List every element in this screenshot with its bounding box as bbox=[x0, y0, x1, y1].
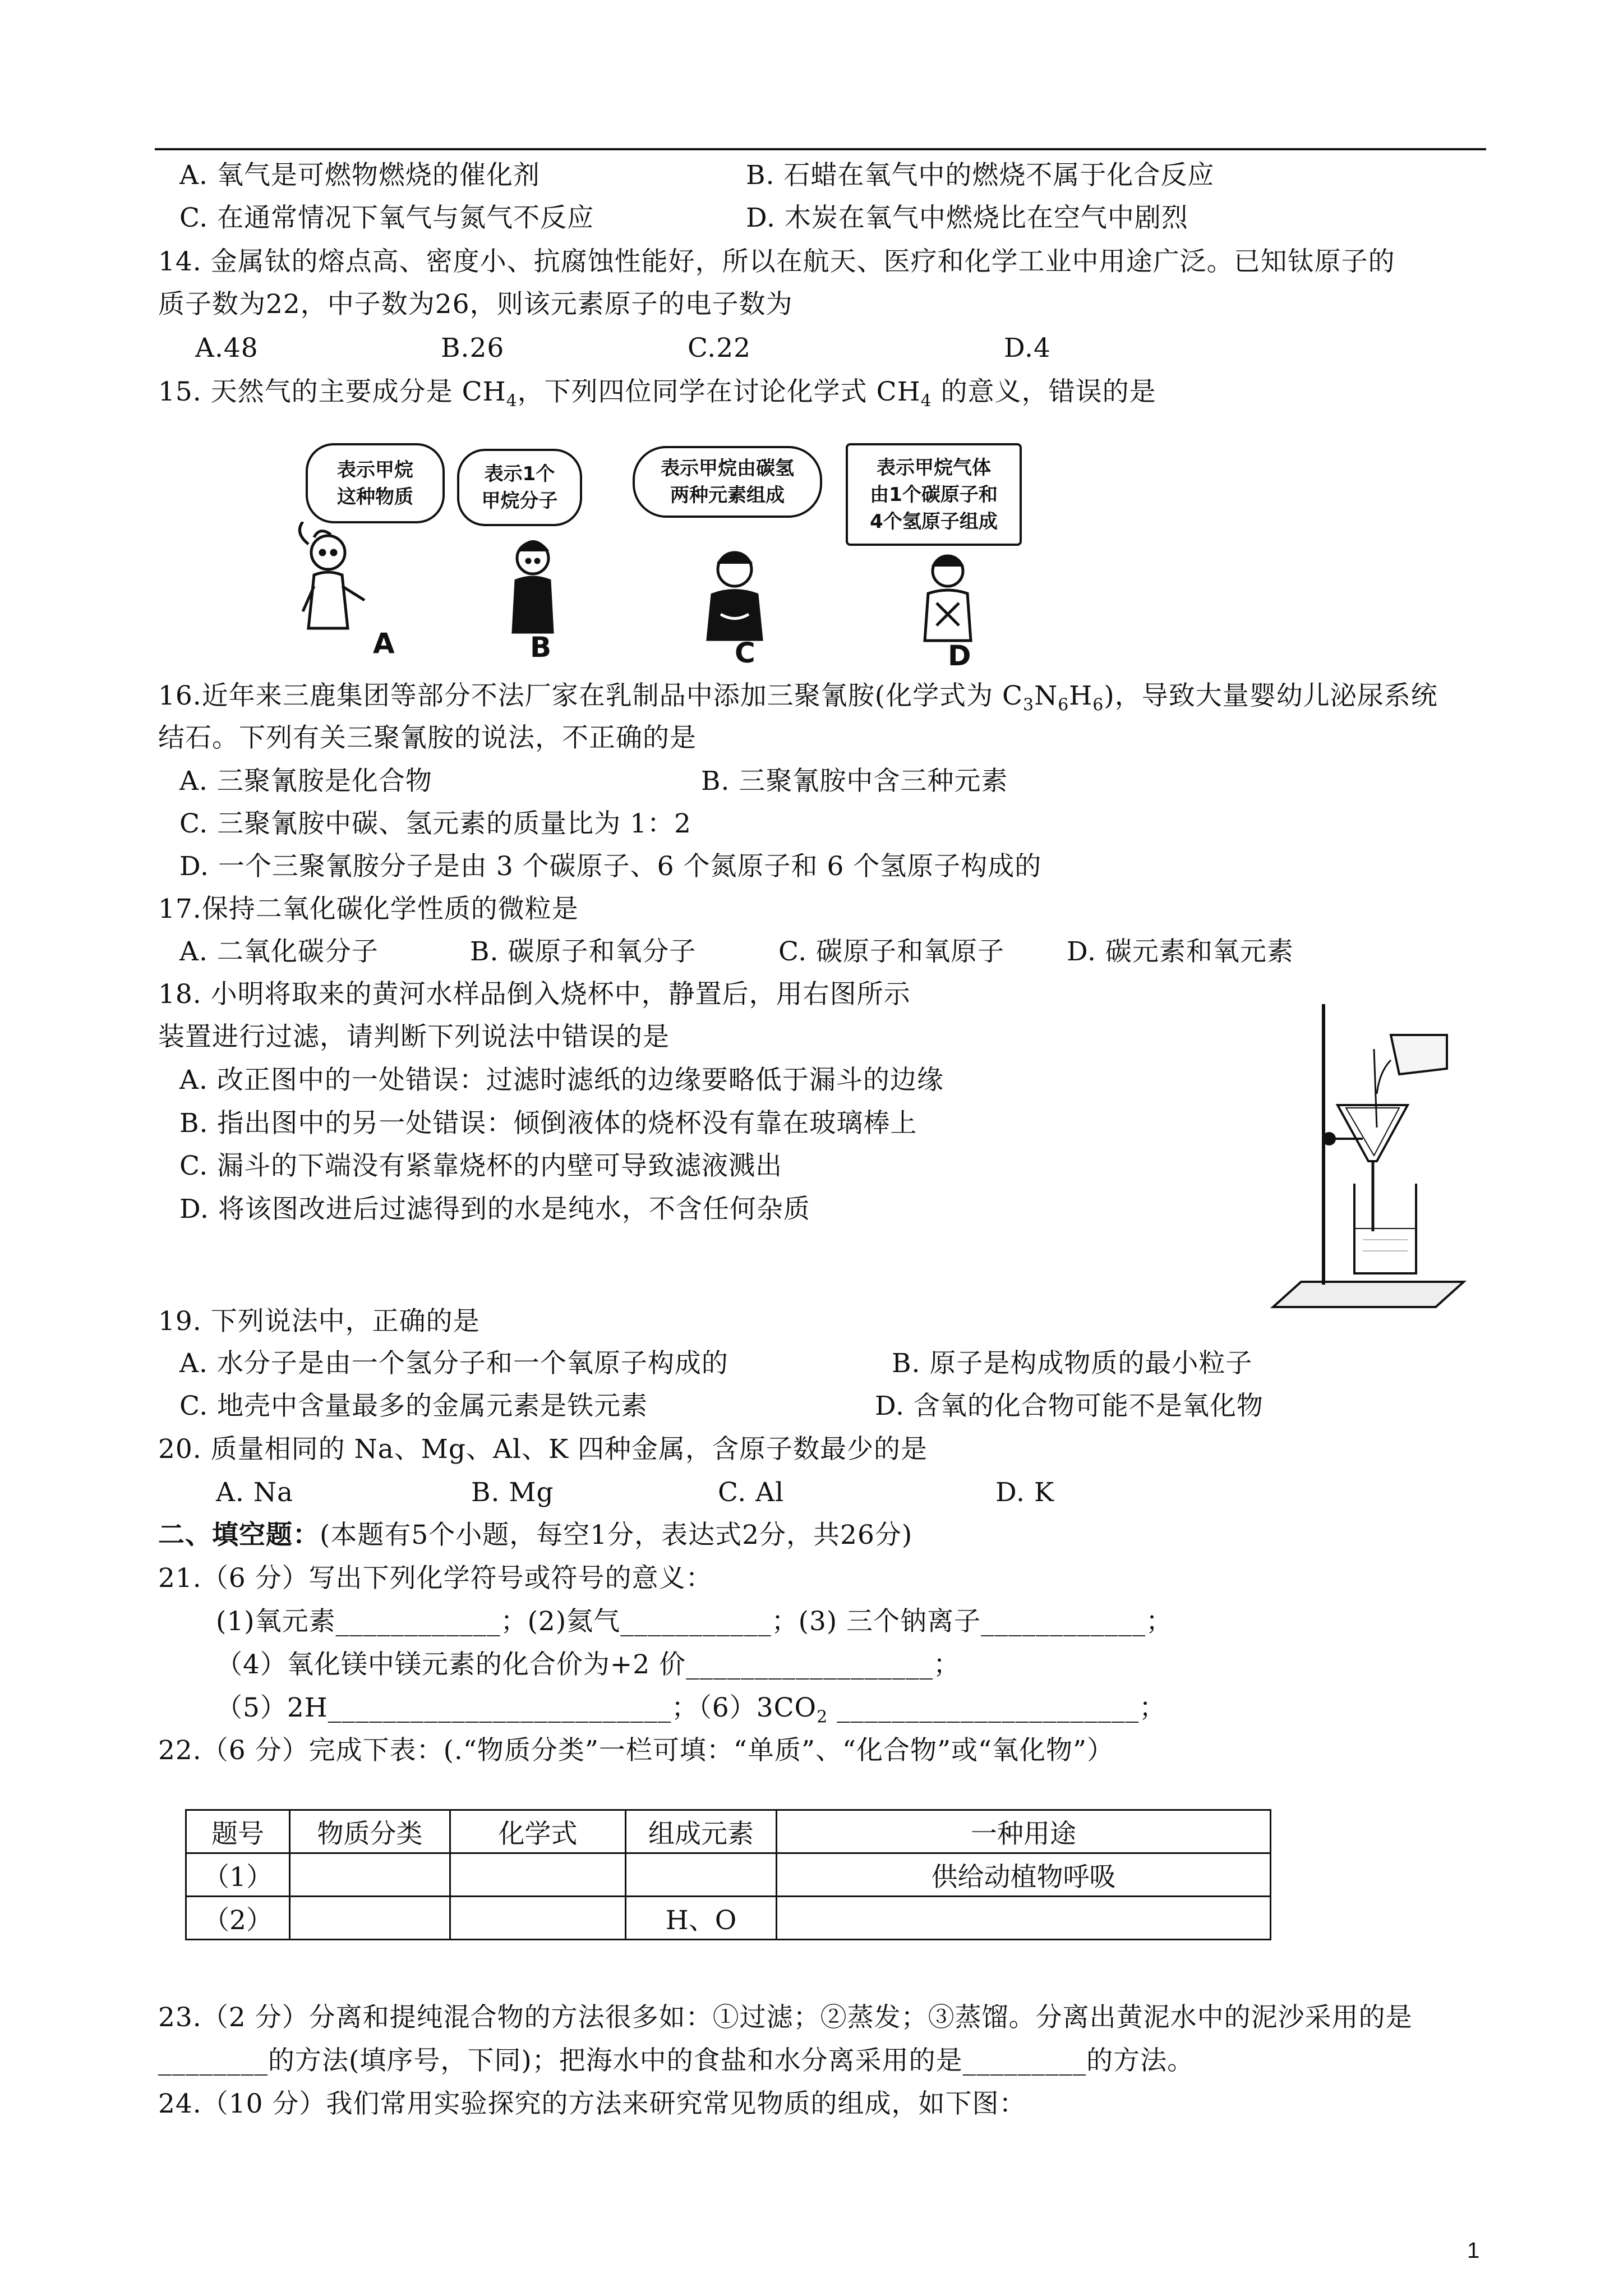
q13-option-c: C. 在通常情况下氧气与氮气不反应 bbox=[179, 203, 594, 233]
speech-bubble-a: 表示甲烷 这种物质 bbox=[306, 443, 445, 523]
table-cell: 供给动植物呼吸 bbox=[777, 1853, 1271, 1897]
q18-option-a: A. 改正图中的一处错误：过滤时滤纸的边缘要略低于漏斗的边缘 bbox=[179, 1065, 944, 1096]
q18-option-c: C. 漏斗的下端没有紧靠烧杯的内壁可导致滤液溅出 bbox=[179, 1151, 783, 1181]
q16-stem-line1: 16.近年来三鹿集团等部分不法厂家在乳制品中添加三聚氰胺(化学式为 $C_3N_6H_6$)，导致大量婴幼儿泌尿系统 bbox=[158, 680, 1438, 715]
table-cell bbox=[777, 1897, 1271, 1940]
q23-line1: 23.（2 分）分离和提纯混合物的方法很多如：①过滤；②蒸发；③蒸馏。分离出黄泥水中的泥沙采用的是 bbox=[158, 2002, 1413, 2033]
table-header-row bbox=[186, 1810, 1271, 1853]
q21-line3: （5）2H_________________________；$(6)3CO_2$ ______________________； bbox=[216, 1692, 1166, 1727]
q17-option-d: D. 碳元素和氧元素 bbox=[1067, 936, 1294, 967]
table-cell bbox=[290, 1853, 450, 1897]
q20-stem: 20. 质量相同的 Na、Mg、Al、K 四种金属，含原子数最少的是 bbox=[158, 1434, 928, 1465]
q19-option-c: C. 地壳中含量最多的金属元素是铁元素 bbox=[179, 1391, 648, 1421]
q19-option-d: D. 含氧的化合物可能不是氧化物 bbox=[875, 1391, 1264, 1421]
q21-stem: 21.（6 分）写出下列化学符号或符号的意义： bbox=[158, 1563, 713, 1594]
table-cell bbox=[450, 1853, 626, 1897]
q20-option-d: D. K bbox=[995, 1477, 1054, 1508]
q20-option-c: C. Al bbox=[718, 1477, 785, 1508]
q21-line1: (1)氧元素____________；(2)氦气___________；(3) 三个钠离子____________； bbox=[216, 1606, 1173, 1637]
speech-bubble-c: 表示甲烷由碳氢 两种元素组成 bbox=[633, 446, 822, 518]
q17-option-a: A. 二氧化碳分子 bbox=[179, 936, 379, 967]
q13-option-a: A. 氧气是可燃物燃烧的催化剂 bbox=[179, 160, 540, 191]
q16-option-a: A. 三聚氰胺是化合物 bbox=[179, 766, 432, 797]
table-row bbox=[186, 1853, 1271, 1897]
student-c-figure bbox=[693, 547, 777, 642]
student-d-figure bbox=[911, 550, 984, 642]
q17-option-c: C. 碳原子和氧原子 bbox=[778, 936, 1005, 967]
q22-stem: 22.（6 分）完成下表：(.“物质分类”一栏可填：“单质”、“化合物”或“氧化物”） bbox=[158, 1735, 1114, 1766]
q16-option-d: D. 一个三聚氰胺分子是由 3 个碳原子、6 个氮原子和 6 个氢原子构成的 bbox=[179, 851, 1042, 882]
q19-stem: 19. 下列说法中，正确的是 bbox=[158, 1306, 480, 1337]
table-header: 组成元素 bbox=[626, 1810, 777, 1853]
student-a-figure bbox=[275, 522, 376, 634]
table-header: 物质分类 bbox=[290, 1810, 450, 1853]
q19-option-a: A. 水分子是由一个氢分子和一个氧原子构成的 bbox=[179, 1348, 728, 1379]
student-label-b: B bbox=[530, 631, 552, 664]
student-label-d: D bbox=[948, 639, 971, 672]
q18-stem-line2: 装置进行过滤，请判断下列说法中错误的是 bbox=[158, 1022, 670, 1052]
q18-option-b: B. 指出图中的另一处错误：倾倒液体的烧杯没有靠在玻璃棒上 bbox=[179, 1108, 917, 1139]
q20-option-b: B. Mg bbox=[471, 1477, 554, 1508]
table-cell: （2） bbox=[186, 1897, 290, 1940]
q24-stem: 24.（10 分）我们常用实验探究的方法来研究常见物质的组成，如下图： bbox=[158, 2088, 1026, 2119]
student-label-c: C bbox=[735, 637, 755, 669]
table-header: 题号 bbox=[186, 1810, 290, 1853]
table-row bbox=[186, 1897, 1271, 1940]
q18-option-d: D. 将该图改进后过滤得到的水是纯水，不含任何杂质 bbox=[179, 1194, 810, 1225]
q17-option-b: B. 碳原子和氧分子 bbox=[470, 936, 697, 967]
q19-option-b: B. 原子是构成物质的最小粒子 bbox=[892, 1348, 1253, 1379]
q13-option-d: D. 木炭在氧气中燃烧比在空气中剧烈 bbox=[746, 203, 1188, 233]
q21-line2: （4）氧化镁中镁元素的化合价为+2 价__________________； bbox=[216, 1649, 961, 1680]
q16-option-c: C. 三聚氰胺中碳、氢元素的质量比为 1：2 bbox=[179, 808, 691, 839]
q16-stem-line2: 结石。下列有关三聚氰胺的说法，不正确的是 bbox=[158, 723, 697, 753]
q14-option-d: D.4 bbox=[1004, 333, 1051, 364]
speech-bubble-b: 表示1个 甲烷分子 bbox=[457, 449, 582, 526]
table-header: 一种用途 bbox=[777, 1810, 1271, 1853]
table-header: 化学式 bbox=[450, 1810, 626, 1853]
header-rule bbox=[155, 148, 1486, 150]
q15-stem: 15. 天然气的主要成分是 $CH_4$，下列四位同学在讨论化学式 $CH_4$ 的意义，错误的是 bbox=[158, 376, 1156, 411]
table-cell bbox=[290, 1897, 450, 1940]
student-b-figure bbox=[499, 536, 572, 634]
student-label-a: A bbox=[373, 627, 395, 660]
q22-table bbox=[185, 1809, 1271, 1940]
table-cell bbox=[450, 1897, 626, 1940]
q14-option-a: A.48 bbox=[195, 333, 259, 364]
q14-stem-line2: 质子数为22，中子数为26，则该元素原子的电子数为 bbox=[158, 289, 793, 320]
table-cell: （1） bbox=[186, 1853, 290, 1897]
q23-line2: ________的方法(填序号，下同)；把海水中的食盐和水分离采用的是_________的方法。 bbox=[158, 2045, 1195, 2076]
table-cell bbox=[626, 1853, 777, 1897]
section-2-heading: 二、填空题：(本题有5个小题，每空1分，表达式2分，共26分) bbox=[158, 1520, 913, 1550]
q13-option-b: B. 石蜡在氧气中的燃烧不属于化合反应 bbox=[746, 160, 1215, 191]
speech-bubble-d: 表示甲烷气体 由1个碳原子和 4个氢原子组成 bbox=[846, 443, 1022, 546]
q17-stem: 17.保持二氧化碳化学性质的微粒是 bbox=[158, 894, 579, 924]
q16-option-b: B. 三聚氰胺中含三种元素 bbox=[701, 766, 1008, 797]
page-number: 1 bbox=[1467, 2238, 1480, 2263]
q14-option-c: C.22 bbox=[688, 333, 751, 364]
q14-option-b: B.26 bbox=[441, 333, 505, 364]
filtration-apparatus-diagram bbox=[1262, 993, 1481, 1318]
q18-stem-line1: 18. 小明将取来的黄河水样品倒入烧杯中，静置后，用右图所示 bbox=[158, 979, 911, 1010]
table-cell: H、O bbox=[626, 1897, 777, 1940]
q14-stem-line1: 14. 金属钛的熔点高、密度小、抗腐蚀性能好，所以在航天、医疗和化学工业中用途广泛。已知钛原子的 bbox=[158, 246, 1395, 277]
q20-option-a: A. Na bbox=[216, 1477, 293, 1508]
